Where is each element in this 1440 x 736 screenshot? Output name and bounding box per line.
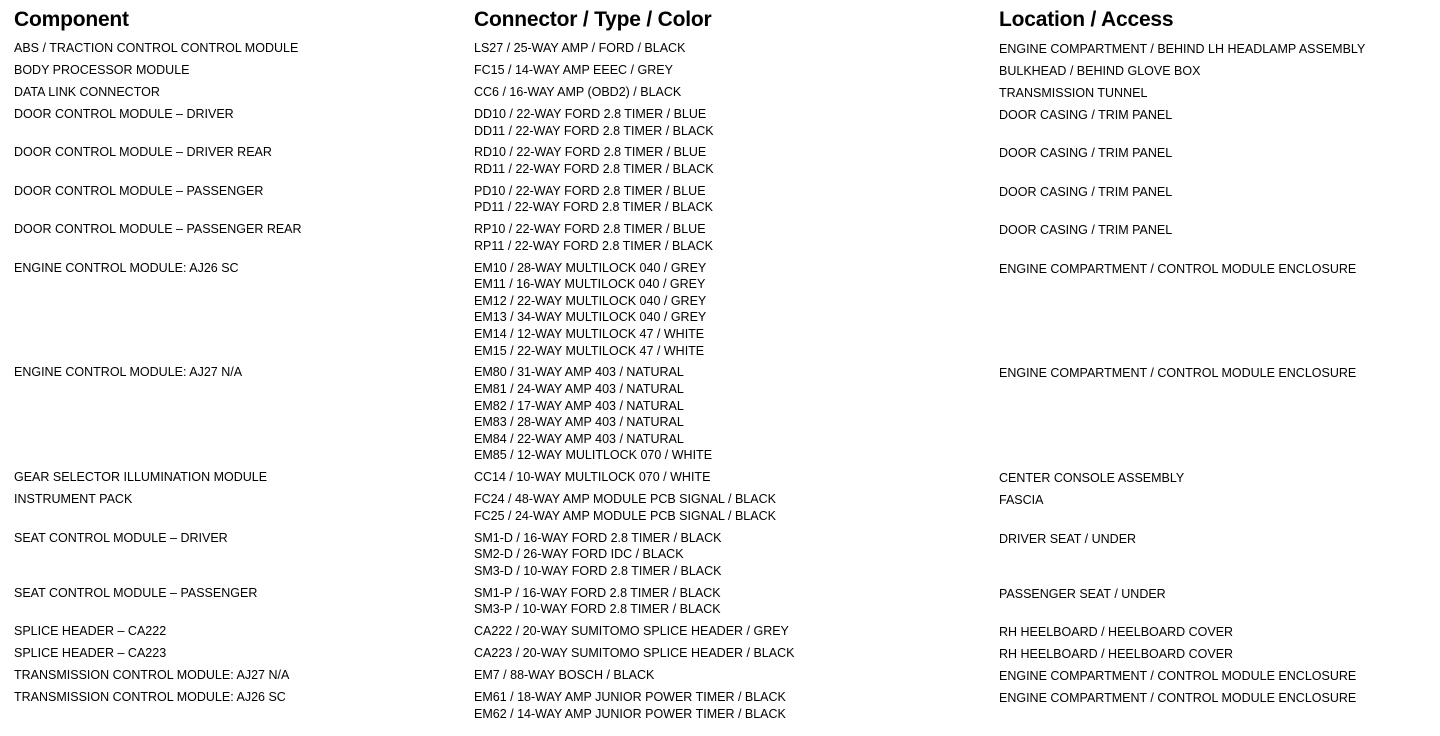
connector-entry: SM1-D / 16-WAY FORD 2.8 TIMER / BLACK <box>474 530 722 545</box>
connector-list <box>474 667 654 684</box>
location-access: ENGINE COMPARTMENT / BEHIND LH HEADLAMP ASSEMBLY <box>999 42 1366 56</box>
component-name: DOOR CONTROL MODULE – PASSENGER <box>14 183 264 198</box>
connector-list <box>474 623 789 640</box>
component-name: SPLICE HEADER – CA223 <box>14 645 167 660</box>
table-row <box>0 84 1440 106</box>
location-access: CENTER CONSOLE ASSEMBLY <box>999 471 1185 486</box>
location-access: DOOR CASING / TRIM PANEL <box>999 108 1173 122</box>
connector-entry: CA223 / 20-WAY SUMITOMO SPLICE HEADER / BLACK <box>474 645 795 660</box>
table-row <box>0 260 1440 365</box>
connector-list <box>474 221 713 254</box>
connector-list <box>474 364 712 464</box>
location-access: DOOR CASING / TRIM PANEL <box>999 146 1173 161</box>
connector-entry: FC25 / 24-WAY AMP MODULE PCB SIGNAL / BLACK <box>474 508 776 523</box>
location-access: FASCIA <box>999 493 1044 508</box>
connector-entry: LS27 / 25-WAY AMP / FORD / BLACK <box>474 41 686 55</box>
connector-entry: EM80 / 31-WAY AMP 403 / NATURAL <box>474 365 684 380</box>
table-row <box>0 469 1440 491</box>
table-row <box>0 623 1440 645</box>
connector-list <box>474 469 710 486</box>
table-header <box>0 6 1440 36</box>
connector-entry: EM82 / 17-WAY AMP 403 / NATURAL <box>474 398 684 413</box>
connector-entry: RP10 / 22-WAY FORD 2.8 TIMER / BLUE <box>474 222 706 237</box>
location-access: ENGINE COMPARTMENT / CONTROL MODULE ENCLOSURE <box>999 366 1357 381</box>
table-row <box>0 144 1440 182</box>
connector-entry: EM11 / 16-WAY MULTILOCK 040 / GREY <box>474 277 706 292</box>
table-row <box>0 645 1440 667</box>
connector-list <box>474 645 794 662</box>
connector-list <box>474 62 673 79</box>
location-access: DRIVER SEAT / UNDER <box>999 531 1137 546</box>
connector-list <box>474 491 776 524</box>
connector-entry: SM1-P / 16-WAY FORD 2.8 TIMER / BLACK <box>474 585 721 600</box>
connector-entry: EM12 / 22-WAY MULTILOCK 040 / GREY <box>474 293 707 308</box>
connector-entry: SM3-P / 10-WAY FORD 2.8 TIMER / BLACK <box>474 602 721 617</box>
connector-list <box>474 689 786 722</box>
component-name: INSTRUMENT PACK <box>14 492 133 507</box>
connector-list <box>474 183 713 216</box>
connector-entry: CC6 / 16-WAY AMP (OBD2) / BLACK <box>474 85 682 99</box>
component-name: DOOR CONTROL MODULE – DRIVER REAR <box>14 145 272 160</box>
location-access: RH HEELBOARD / HEELBOARD COVER <box>999 624 1234 639</box>
component-name: SEAT CONTROL MODULE – DRIVER <box>14 530 228 545</box>
connector-entry: EM84 / 22-WAY AMP 403 / NATURAL <box>474 431 684 446</box>
connector-list <box>474 260 706 360</box>
connector-entry: CC14 / 10-WAY MULTILOCK 070 / WHITE <box>474 470 711 485</box>
connector-list <box>474 585 721 618</box>
component-name: SEAT CONTROL MODULE – PASSENGER <box>14 585 258 600</box>
connector-entry: CA222 / 20-WAY SUMITOMO SPLICE HEADER / GREY <box>474 623 789 638</box>
connector-entry: EM7 / 88-WAY BOSCH / BLACK <box>474 667 655 682</box>
location-access: DOOR CASING / TRIM PANEL <box>999 223 1173 238</box>
table-row <box>0 62 1440 84</box>
connector-entry: EM15 / 22-WAY MULTILOCK 47 / WHITE <box>474 343 705 358</box>
connector-entry: SM2-D / 26-WAY FORD IDC / BLACK <box>474 547 684 562</box>
location-access: BULKHEAD / BEHIND GLOVE BOX <box>999 64 1201 78</box>
connector-entry: EM10 / 28-WAY MULTILOCK 040 / GREY <box>474 260 707 275</box>
connector-list <box>474 144 714 177</box>
connector-entry: RP11 / 22-WAY FORD 2.8 TIMER / BLACK <box>474 238 713 253</box>
component-name: TRANSMISSION CONTROL MODULE: AJ26 SC <box>14 689 286 704</box>
component-name: ENGINE CONTROL MODULE: AJ27 N/A <box>14 365 243 380</box>
table-row <box>0 40 1440 62</box>
header-connector: Connector / Type / Color <box>474 8 712 31</box>
component-name: BODY PROCESSOR MODULE <box>14 63 190 77</box>
component-name: SPLICE HEADER – CA222 <box>14 623 167 638</box>
header-location: Location / Access <box>999 8 1174 31</box>
connector-entry: EM13 / 34-WAY MULTILOCK 040 / GREY <box>474 310 707 325</box>
connector-entry: FC24 / 48-WAY AMP MODULE PCB SIGNAL / BLACK <box>474 492 776 507</box>
location-access: ENGINE COMPARTMENT / CONTROL MODULE ENCLOSURE <box>999 668 1357 683</box>
location-access: TRANSMISSION TUNNEL <box>999 86 1148 100</box>
component-name: TRANSMISSION CONTROL MODULE: AJ27 N/A <box>14 667 290 682</box>
connector-list <box>474 106 714 139</box>
connector-entry: EM81 / 24-WAY AMP 403 / NATURAL <box>474 381 684 396</box>
connector-entry: EM85 / 12-WAY MULITLOCK 070 / WHITE <box>474 448 713 463</box>
table-row <box>0 530 1440 585</box>
connector-entry: FC15 / 14-WAY AMP EEEC / GREY <box>474 63 673 77</box>
table-row <box>0 106 1440 144</box>
component-name: GEAR SELECTOR ILLUMINATION MODULE <box>14 470 268 485</box>
connector-list <box>474 530 722 580</box>
connector-entry: EM61 / 18-WAY AMP JUNIOR POWER TIMER / BLACK <box>474 689 786 704</box>
connector-list <box>474 40 685 57</box>
location-access: RH HEELBOARD / HEELBOARD COVER <box>999 646 1234 661</box>
component-name: DOOR CONTROL MODULE – PASSENGER REAR <box>14 222 302 237</box>
connector-entry: PD10 / 22-WAY FORD 2.8 TIMER / BLUE <box>474 183 706 198</box>
connector-entry: DD11 / 22-WAY FORD 2.8 TIMER / BLACK <box>474 123 714 138</box>
connector-entry: EM62 / 14-WAY AMP JUNIOR POWER TIMER / BLACK <box>474 706 786 721</box>
location-access: ENGINE COMPARTMENT / CONTROL MODULE ENCLOSURE <box>999 690 1357 705</box>
location-access: PASSENGER SEAT / UNDER <box>999 586 1166 601</box>
connector-entry: EM83 / 28-WAY AMP 403 / NATURAL <box>474 415 684 430</box>
table-row <box>0 585 1440 623</box>
table-row <box>0 667 1440 689</box>
header-component: Component <box>14 8 129 31</box>
connector-entry: RD11 / 22-WAY FORD 2.8 TIMER / BLACK <box>474 161 714 176</box>
location-access: DOOR CASING / TRIM PANEL <box>999 184 1173 199</box>
table-row <box>0 364 1440 469</box>
component-name: DATA LINK CONNECTOR <box>14 85 160 99</box>
table-row <box>0 183 1440 221</box>
connector-entry: SM3-D / 10-WAY FORD 2.8 TIMER / BLACK <box>474 563 722 578</box>
table-row <box>0 689 1440 727</box>
connector-list <box>474 84 681 101</box>
connector-entry: RD10 / 22-WAY FORD 2.8 TIMER / BLUE <box>474 145 707 160</box>
table-row <box>0 491 1440 529</box>
table-body <box>0 40 1440 727</box>
component-name: ENGINE CONTROL MODULE: AJ26 SC <box>14 260 239 275</box>
connector-entry: DD10 / 22-WAY FORD 2.8 TIMER / BLUE <box>474 107 707 121</box>
component-name: DOOR CONTROL MODULE – DRIVER <box>14 107 234 121</box>
connector-entry: PD11 / 22-WAY FORD 2.8 TIMER / BLACK <box>474 200 713 215</box>
connector-entry: EM14 / 12-WAY MULTILOCK 47 / WHITE <box>474 326 705 341</box>
location-access: ENGINE COMPARTMENT / CONTROL MODULE ENCLOSURE <box>999 261 1357 276</box>
component-name: ABS / TRACTION CONTROL CONTROL MODULE <box>14 41 299 55</box>
table-row <box>0 221 1440 259</box>
